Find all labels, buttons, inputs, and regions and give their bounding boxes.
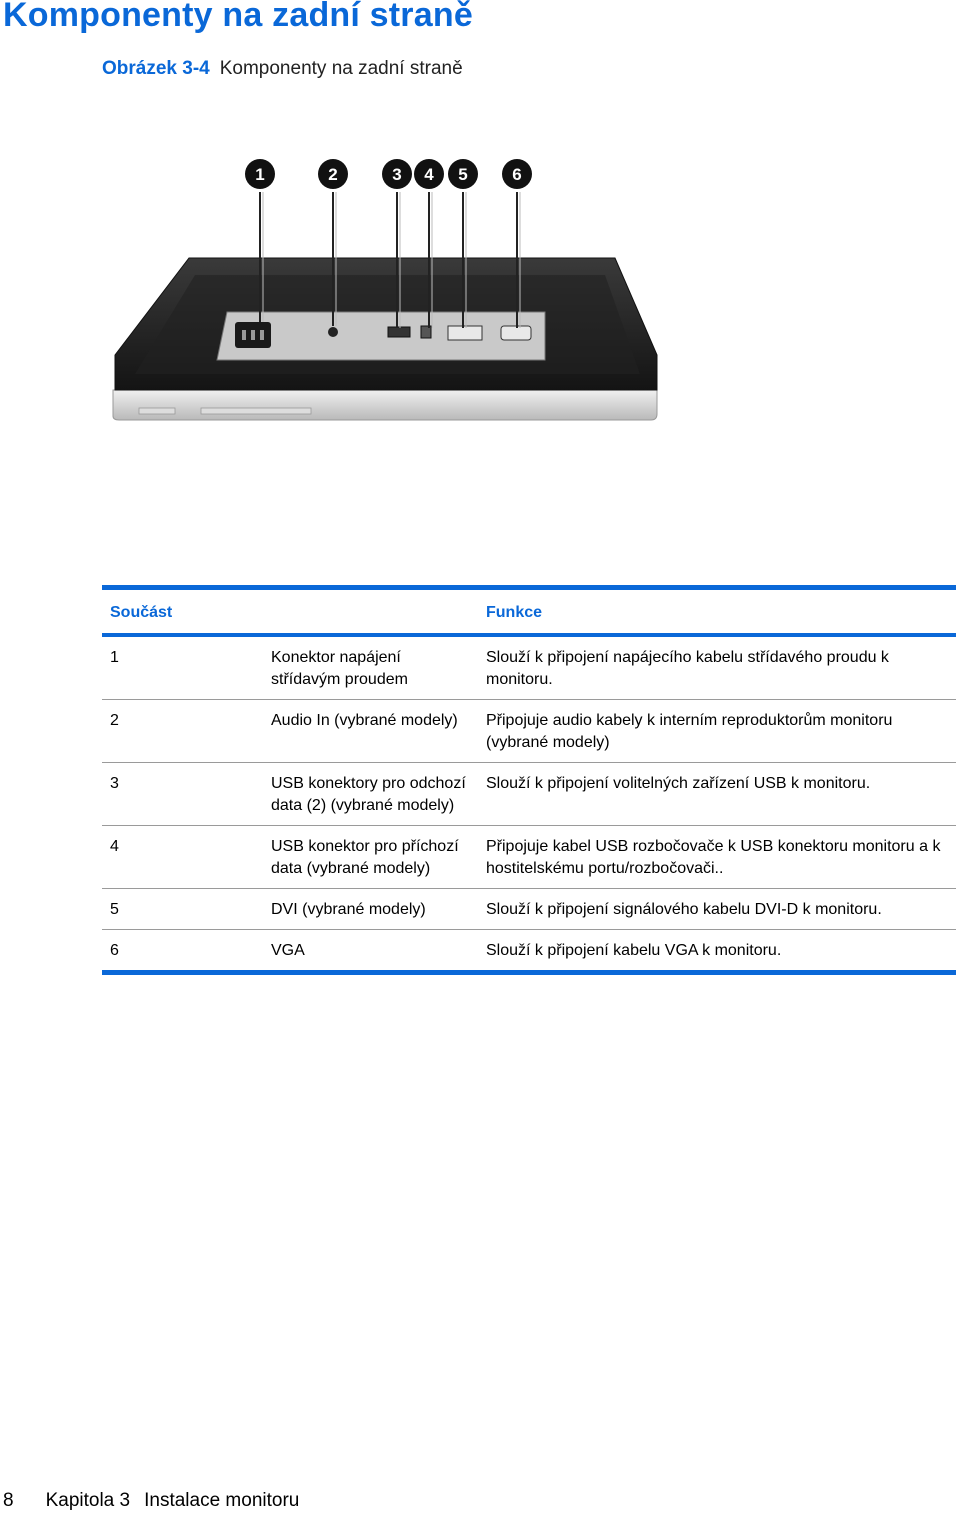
component-function: Připojuje kabel USB rozbočovače k USB konektoru monitoru a k hostitelskému portu/rozbočovači.. xyxy=(478,826,956,889)
monitor-rear-figure xyxy=(105,150,665,430)
figure-number: Obrázek 3-4 xyxy=(102,58,210,79)
row-number: 4 xyxy=(102,826,263,889)
svg-text:5: 5 xyxy=(458,165,468,184)
svg-text:3: 3 xyxy=(392,165,402,184)
component-function: Slouží k připojení kabelu VGA k monitoru. xyxy=(478,930,956,973)
svg-text:2: 2 xyxy=(328,165,338,184)
table-row xyxy=(102,930,956,973)
vga-port xyxy=(501,326,531,340)
dvi-port xyxy=(448,326,482,340)
callout-2 xyxy=(318,159,348,189)
figure-caption-text: Komponenty na zadní straně xyxy=(219,58,463,79)
usb-downstream-port xyxy=(388,327,410,337)
bezel-slot xyxy=(201,408,311,414)
component-function: Slouží k připojení volitelných zařízení USB k monitoru. xyxy=(478,763,956,826)
header-function: Funkce xyxy=(478,588,956,636)
svg-text:6: 6 xyxy=(512,165,522,184)
table-row xyxy=(102,889,956,930)
header-component: Součást xyxy=(102,588,478,636)
component-function: Slouží k připojení signálového kabelu DVI-D k monitoru. xyxy=(478,889,956,930)
table-row xyxy=(102,700,956,763)
callout-1 xyxy=(245,159,275,189)
chapter-label: Kapitola 3 xyxy=(45,1490,131,1511)
callout-4 xyxy=(414,159,444,189)
bezel-slot xyxy=(139,408,175,414)
table-row xyxy=(102,635,956,700)
callout-3 xyxy=(382,159,412,189)
component-name: USB konektory pro odchozí data (2) (vybrané modely) xyxy=(263,763,478,826)
component-name: DVI (vybrané modely) xyxy=(263,889,478,930)
page-footer xyxy=(3,1490,299,1512)
monitor-bezel xyxy=(113,390,657,420)
audio-in-port xyxy=(328,327,338,337)
component-function: Slouží k připojení napájecího kabelu střídavého proudu k monitoru. xyxy=(478,635,956,700)
table-header-row xyxy=(102,588,956,636)
components-table xyxy=(102,585,956,975)
row-number: 2 xyxy=(102,700,263,763)
table-row xyxy=(102,826,956,889)
component-function: Připojuje audio kabely k interním reproduktorům monitoru (vybrané modely) xyxy=(478,700,956,763)
figure-caption xyxy=(102,58,463,80)
page-number: 8 xyxy=(3,1490,14,1511)
component-name: Konektor napájení střídavým proudem xyxy=(263,635,478,700)
section-label: Instalace monitoru xyxy=(144,1490,300,1511)
component-name: VGA xyxy=(263,930,478,973)
callout-6 xyxy=(502,159,532,189)
callout-5 xyxy=(448,159,478,189)
row-number: 3 xyxy=(102,763,263,826)
component-name: USB konektor pro příchozí data (vybrané modely) xyxy=(263,826,478,889)
svg-text:1: 1 xyxy=(255,165,265,184)
row-number: 5 xyxy=(102,889,263,930)
component-name: Audio In (vybrané modely) xyxy=(263,700,478,763)
row-number: 1 xyxy=(102,635,263,700)
svg-text:4: 4 xyxy=(424,165,434,184)
row-number: 6 xyxy=(102,930,263,973)
table-row xyxy=(102,763,956,826)
page-title: Komponenty na zadní straně xyxy=(3,0,473,34)
